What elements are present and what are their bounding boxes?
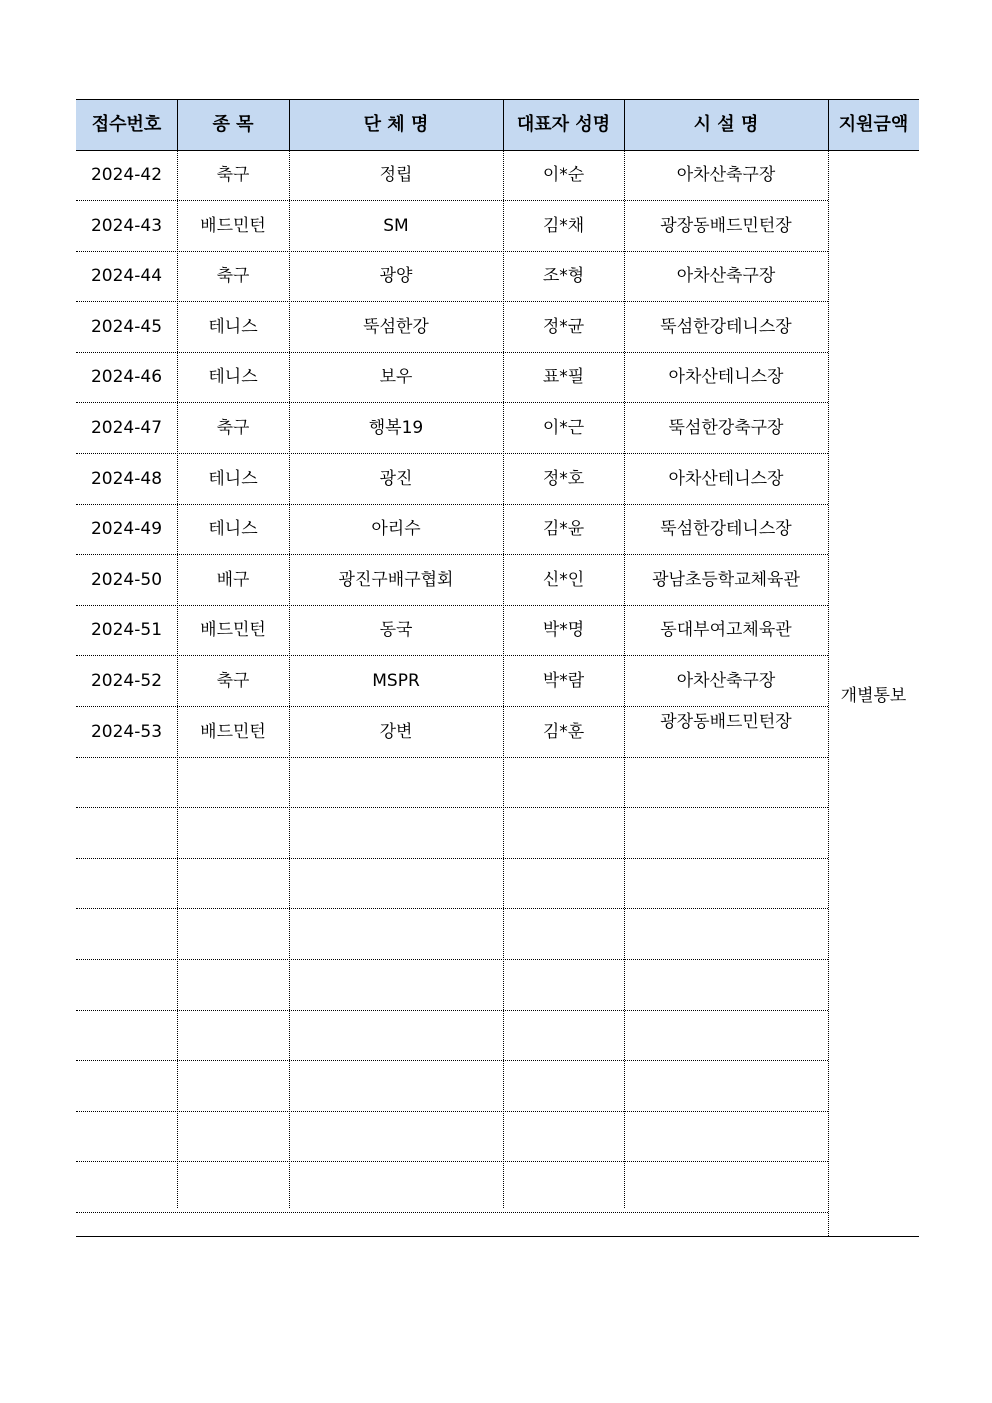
empty-table-row: [76, 1011, 828, 1061]
cell-sport: 축구: [216, 671, 250, 691]
cell-representative: 박*람: [542, 671, 585, 691]
cell-sport: 테니스: [208, 519, 258, 540]
table-header: [76, 99, 919, 151]
cell-receipt-number: 2024-53: [90, 721, 163, 742]
cell-receipt-number: 2024-47: [90, 418, 163, 438]
header-sport: 종 목: [212, 114, 254, 135]
header-facility: 시 설 명: [693, 114, 759, 135]
cell-group-name: 뚝섬한강: [363, 316, 429, 337]
cell-representative: 정*균: [542, 316, 585, 337]
cell-representative: 정*호: [542, 468, 585, 489]
table-row: [76, 202, 828, 252]
cell-facility: 뚝섬한강축구장: [668, 418, 784, 438]
table-row: [76, 708, 828, 758]
cell-facility: 뚝섬한강테니스장: [660, 519, 792, 540]
empty-table-row: [76, 859, 828, 909]
cell-representative: 이*근: [542, 418, 585, 438]
cell-receipt-number: 2024-44: [90, 266, 163, 287]
header-support-amount: 지원금액: [838, 114, 909, 135]
cell-facility: 광장동배드민턴장: [660, 711, 792, 732]
cell-representative: 이*순: [542, 165, 585, 185]
table-row: [76, 505, 828, 555]
cell-facility: 광장동배드민턴장: [660, 215, 792, 236]
column-divider: [289, 151, 290, 1208]
cell-sport: 테니스: [208, 468, 258, 489]
cell-sport: 배드민턴: [200, 721, 266, 742]
cell-representative: 표*필: [542, 367, 585, 388]
cell-facility: 동대부여고체육관: [660, 620, 792, 641]
header-divider: [289, 100, 290, 150]
cell-receipt-number: 2024-52: [90, 671, 163, 691]
cell-receipt-number: 2024-43: [90, 215, 163, 236]
empty-table-row: [76, 961, 828, 1011]
table-row: [76, 151, 828, 201]
cell-representative: 김*윤: [542, 519, 585, 540]
cell-sport: 축구: [216, 418, 250, 438]
cell-sport: 축구: [216, 266, 250, 287]
table-row: [76, 657, 828, 707]
empty-table-row: [76, 1112, 828, 1162]
cell-sport: 배구: [216, 569, 250, 590]
table-row: [76, 404, 828, 454]
cell-receipt-number: 2024-46: [90, 367, 163, 388]
cell-group-name: 행복19: [368, 418, 424, 438]
support-amount-note: 개별통보: [840, 686, 907, 706]
cell-receipt-number: 2024-45: [90, 316, 163, 337]
cell-sport: 테니스: [208, 316, 258, 337]
cell-facility: 아차산테니스장: [668, 367, 784, 388]
cell-group-name: 정립: [379, 165, 413, 185]
empty-table-row: [76, 758, 828, 808]
cell-group-name: 광진구배구협회: [338, 569, 454, 590]
cell-facility: 아차산테니스장: [668, 468, 784, 489]
table-bottom-border: [76, 1236, 919, 1237]
table-row: [76, 353, 828, 403]
header-representative: 대표자 성명: [516, 114, 611, 135]
cell-sport: 배드민턴: [200, 620, 266, 641]
header-divider: [828, 100, 829, 150]
header-divider: [624, 100, 625, 150]
table-row: [76, 252, 828, 302]
cell-receipt-number: 2024-42: [90, 165, 163, 185]
header-divider: [177, 100, 178, 150]
table-row: [76, 556, 828, 606]
column-divider: [624, 151, 625, 1208]
cell-group-name: MSPR: [372, 671, 420, 691]
cell-sport: 축구: [216, 165, 250, 185]
cell-group-name: 보우: [379, 367, 413, 388]
cell-facility: 아차산축구장: [676, 165, 776, 185]
column-divider: [503, 151, 504, 1208]
cell-receipt-number: 2024-51: [90, 620, 163, 641]
cell-representative: 신*인: [542, 569, 585, 590]
empty-table-row: [76, 1163, 828, 1213]
table-row: [76, 455, 828, 505]
cell-sport: 테니스: [208, 367, 258, 388]
cell-group-name: 광진: [379, 468, 413, 489]
table-row: [76, 303, 828, 353]
cell-representative: 김*훈: [542, 721, 585, 742]
empty-table-row: [76, 809, 828, 859]
cell-facility: 광남초등학교체육관: [652, 569, 800, 590]
cell-representative: 박*명: [542, 620, 585, 641]
empty-table-row: [76, 910, 828, 960]
cell-group-name: 동국: [379, 620, 413, 641]
cell-representative: 김*채: [542, 215, 585, 236]
header-group-name: 단 체 명: [363, 114, 429, 135]
cell-facility: 아차산축구장: [676, 266, 776, 287]
column-divider: [177, 151, 178, 1208]
cell-sport: 배드민턴: [200, 215, 266, 236]
cell-receipt-number: 2024-49: [90, 519, 163, 540]
header-divider: [503, 100, 504, 150]
cell-group-name: 광양: [379, 266, 413, 287]
empty-table-row: [76, 1062, 828, 1112]
cell-group-name: 강변: [379, 721, 413, 742]
cell-facility: 아차산축구장: [676, 671, 776, 691]
table-footer-row: [76, 1208, 828, 1236]
table-row: [76, 606, 828, 656]
header-receipt-number: 접수번호: [91, 114, 162, 135]
cell-group-name: 아리수: [371, 519, 421, 540]
cell-receipt-number: 2024-50: [90, 569, 163, 590]
cell-facility: 뚝섬한강테니스장: [660, 316, 792, 337]
cell-receipt-number: 2024-48: [90, 468, 163, 489]
cell-representative: 조*형: [542, 266, 585, 287]
cell-group-name: SM: [383, 215, 409, 236]
